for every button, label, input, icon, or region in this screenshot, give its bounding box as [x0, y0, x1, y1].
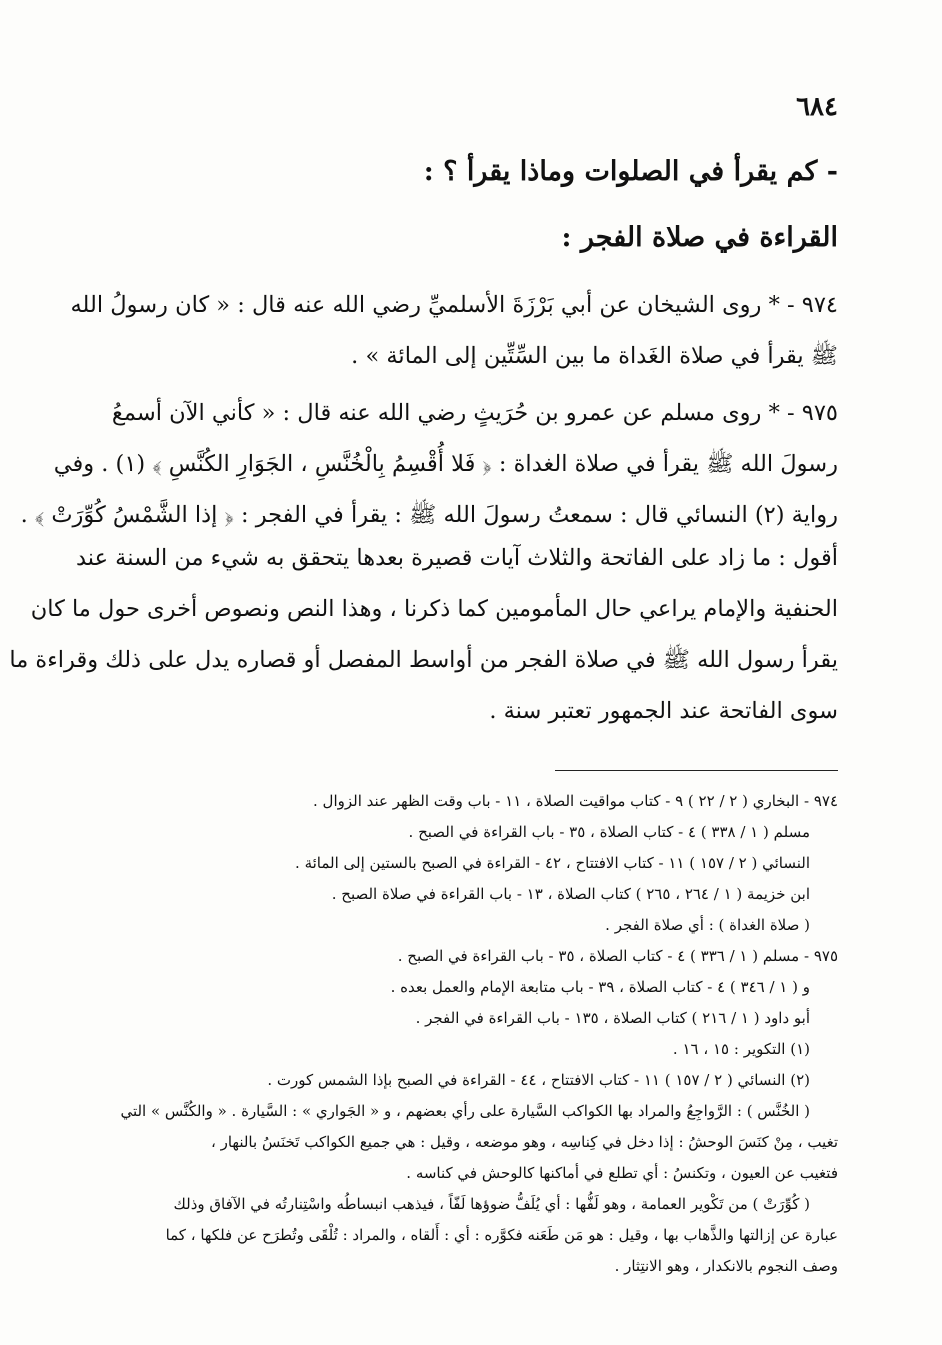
section-heading: - كم يقرأ في الصلوات وماذا يقرأ ؟ : [423, 156, 838, 187]
footnote-line: ٩٧٤ - البخاري ( ٢ / ٢٢ ) ٩ - كتاب مواقيت الصلاة ، ١١ - باب وقت الظهر عند الزوال . [313, 792, 838, 810]
footnote-line: وصف النجوم بالانكدار ، وهو الانتِثار . [614, 1257, 838, 1275]
page-number: ٦٨٤ [796, 92, 838, 122]
footnote-line: مسلم ( ١ / ٣٣٨ ) ٤ - كتاب الصلاة ، ٣٥ - باب القراءة في الصبح . [408, 823, 810, 841]
commentary-line: سوى الفاتحة عند الجمهور تعتبر سنة . [489, 698, 838, 724]
footnote-line: ابن خزيمة ( ١ / ٢٦٤ ، ٢٦٥ ) كتاب الصلاة ، ١٣ - باب القراءة في صلاة الصبح . [331, 885, 810, 903]
footnote-line: عبارة عن إزالتها والذَّهاب بها ، وقيل : هو مَن طَعَنه فكوَّره : أي : أَلقاه ، والمراد : تُلْقَى وتُطرَح عن فلكها ، كما [165, 1226, 838, 1244]
hadith-975-line: رواية (٢) النسائي قال : سمعتُ رسولَ الله ﷺ : يقرأ في الفجر : ﴿ إذا الشَّمْسُ كُوِّرَتْ ﴾ . [20, 502, 838, 528]
commentary-paragraph [9, 533, 838, 737]
commentary-line: الحنفية والإمام يراعي حال المأمومين كما ذكرنا ، وهذا النص ونصوص أخرى حول ما كان [30, 596, 838, 622]
footnote-line: ( الخُنَّس ) : الرَّواجِعُ والمراد بها الكواكب السَّيارة على رأي بعضهم ، و « الجَواري » : السَّيارة . « والكُنَّس » التي [120, 1102, 810, 1120]
footnote-line: ( كُوِّرَتْ ) من تَكْوير العمامة ، وهو لَفُّها : أي يُلَفُّ ضوؤها لَفّاً ، فيذهب انبساطُه واسْتِنارتُه في الآفاق وذلك [173, 1195, 810, 1213]
footnote-line: تغيب ، مِنْ كنَسَ الوحشُ : إذا دخل في كِناسِه ، وهو موضعه ، وقيل : هي جميع الكواكب تَخنَسُ بالنهار ، [211, 1133, 838, 1151]
commentary-line: أقول : ما زاد على الفاتحة والثلاث آيات قصيرة بعدها يتحقق به شيء من السنة عند [75, 545, 838, 571]
hadith-975-paragraph [20, 388, 838, 541]
hadith-974-line: ﷺ يقرأ في صلاة الغَداة ما بين السِّتِّين إلى المائة » . [351, 343, 838, 369]
hadith-975-line: ٩٧٥ - * روى مسلم عن عمرو بن حُرَيثٍ رضي الله عنه قال : « كأني الآن أسمعُ [111, 400, 838, 426]
footnote-line: ٩٧٥ - مسلم ( ١ / ٣٣٦ ) ٤ - كتاب الصلاة ، ٣٥ - باب القراءة في الصبح . [397, 947, 838, 965]
subsection-heading: القراءة في صلاة الفجر : [561, 222, 838, 253]
footnote-line: (١) التكوير : ١٥ ، ١٦ . [672, 1040, 810, 1058]
hadith-974-paragraph [70, 280, 838, 382]
footnotes-section [98, 786, 838, 1282]
footnote-line: و ( ١ / ٣٤٦ ) ٤ - كتاب الصلاة ، ٣٩ - باب متابعة الإمام والعمل بعده . [390, 978, 810, 996]
footnote-line: (٢) النسائي ( ٢ / ١٥٧ ) ١١ - كتاب الافتتاح ، ٤٤ - القراءة في الصبح بإذا الشمس كورت . [267, 1071, 810, 1089]
hadith-974-line: ٩٧٤ - * روى الشيخان عن أبي بَرْزَةَ الأسلميِّ رضي الله عنه قال : « كان رسولُ الله [70, 292, 838, 318]
commentary-line: يقرأ رسول الله ﷺ في صلاة الفجر من أواسط المفصل أو قصاره يدل على ذلك وقراءة ما [9, 647, 838, 673]
footnote-line: النسائي ( ٢ / ١٥٧ ) ١١ - كتاب الافتتاح ، ٤٢ - القراءة في الصبح بالستين إلى المائة . [295, 854, 810, 872]
hadith-975-line: رسولَ الله ﷺ يقرأ في صلاة الغداة : ﴿ فَلا أُقْسِمُ بِالْخُنَّسِ ، الجَوَارِ الكُنَّسِ ﴾ (١) . وفي [53, 451, 838, 477]
footnote-divider [555, 770, 838, 771]
footnote-line: أبو داود ( ١ / ٢١٦ ) كتاب الصلاة ، ١٣٥ - باب القراءة في الفجر . [415, 1009, 810, 1027]
footnote-line: فتغيب عن العيون ، وتكنسُ : أي تطلع في أماكنها كالوحش في كناسه . [406, 1164, 838, 1182]
footnote-line: ( صلاة الغداة ) : أي صلاة الفجر . [605, 916, 810, 934]
